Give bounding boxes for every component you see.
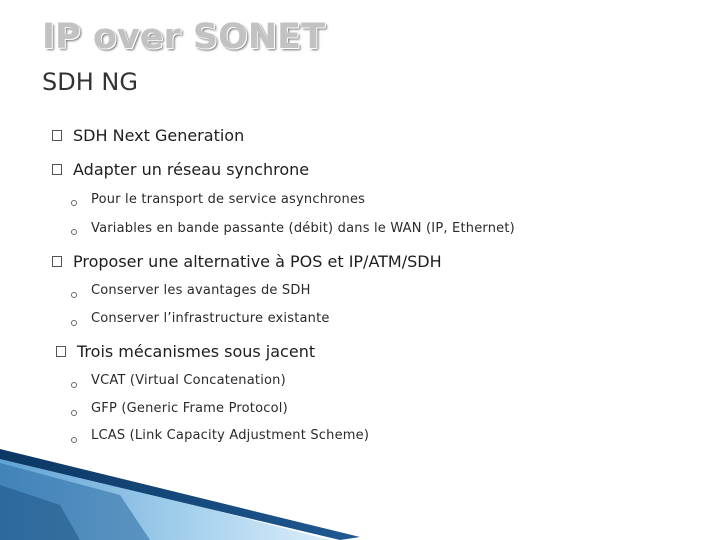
sub-bullet-item: Variables en bande passante (débit) dans le WAN (IP, Ethernet) xyxy=(91,221,515,236)
sub-bullet-item: VCAT (Virtual Concatenation) xyxy=(91,373,286,388)
ring-bullet-icon xyxy=(71,320,77,326)
square-bullet-icon xyxy=(56,346,66,357)
bullet-item: Proposer une alternative à POS et IP/ATM/SDH xyxy=(73,252,442,271)
decorative-swoosh xyxy=(0,445,370,540)
sub-bullet-item: Conserver l’infrastructure existante xyxy=(91,311,330,326)
sub-bullet-item: Pour le transport de service asynchrones xyxy=(91,192,366,207)
slide-subtitle: SDH NG xyxy=(42,68,138,96)
square-bullet-icon xyxy=(52,130,62,141)
bullet-item: Trois mécanismes sous jacent xyxy=(77,342,316,361)
sub-bullet-item: LCAS (Link Capacity Adjustment Scheme) xyxy=(91,428,370,443)
ring-bullet-icon xyxy=(71,200,77,206)
ring-bullet-icon xyxy=(71,437,77,443)
sub-bullet-item: Conserver les avantages de SDH xyxy=(91,283,311,298)
square-bullet-icon xyxy=(52,164,62,175)
ring-bullet-icon xyxy=(71,410,77,416)
bullet-item: Adapter un réseau synchrone xyxy=(73,160,310,179)
sub-bullet-item: GFP (Generic Frame Protocol) xyxy=(91,401,288,416)
ring-bullet-icon xyxy=(71,229,77,235)
square-bullet-icon xyxy=(52,256,62,267)
ring-bullet-icon xyxy=(71,382,77,388)
ring-bullet-icon xyxy=(71,292,77,298)
slide-title: IP over SONET xyxy=(42,17,325,57)
bullet-item: SDH Next Generation xyxy=(73,126,245,145)
